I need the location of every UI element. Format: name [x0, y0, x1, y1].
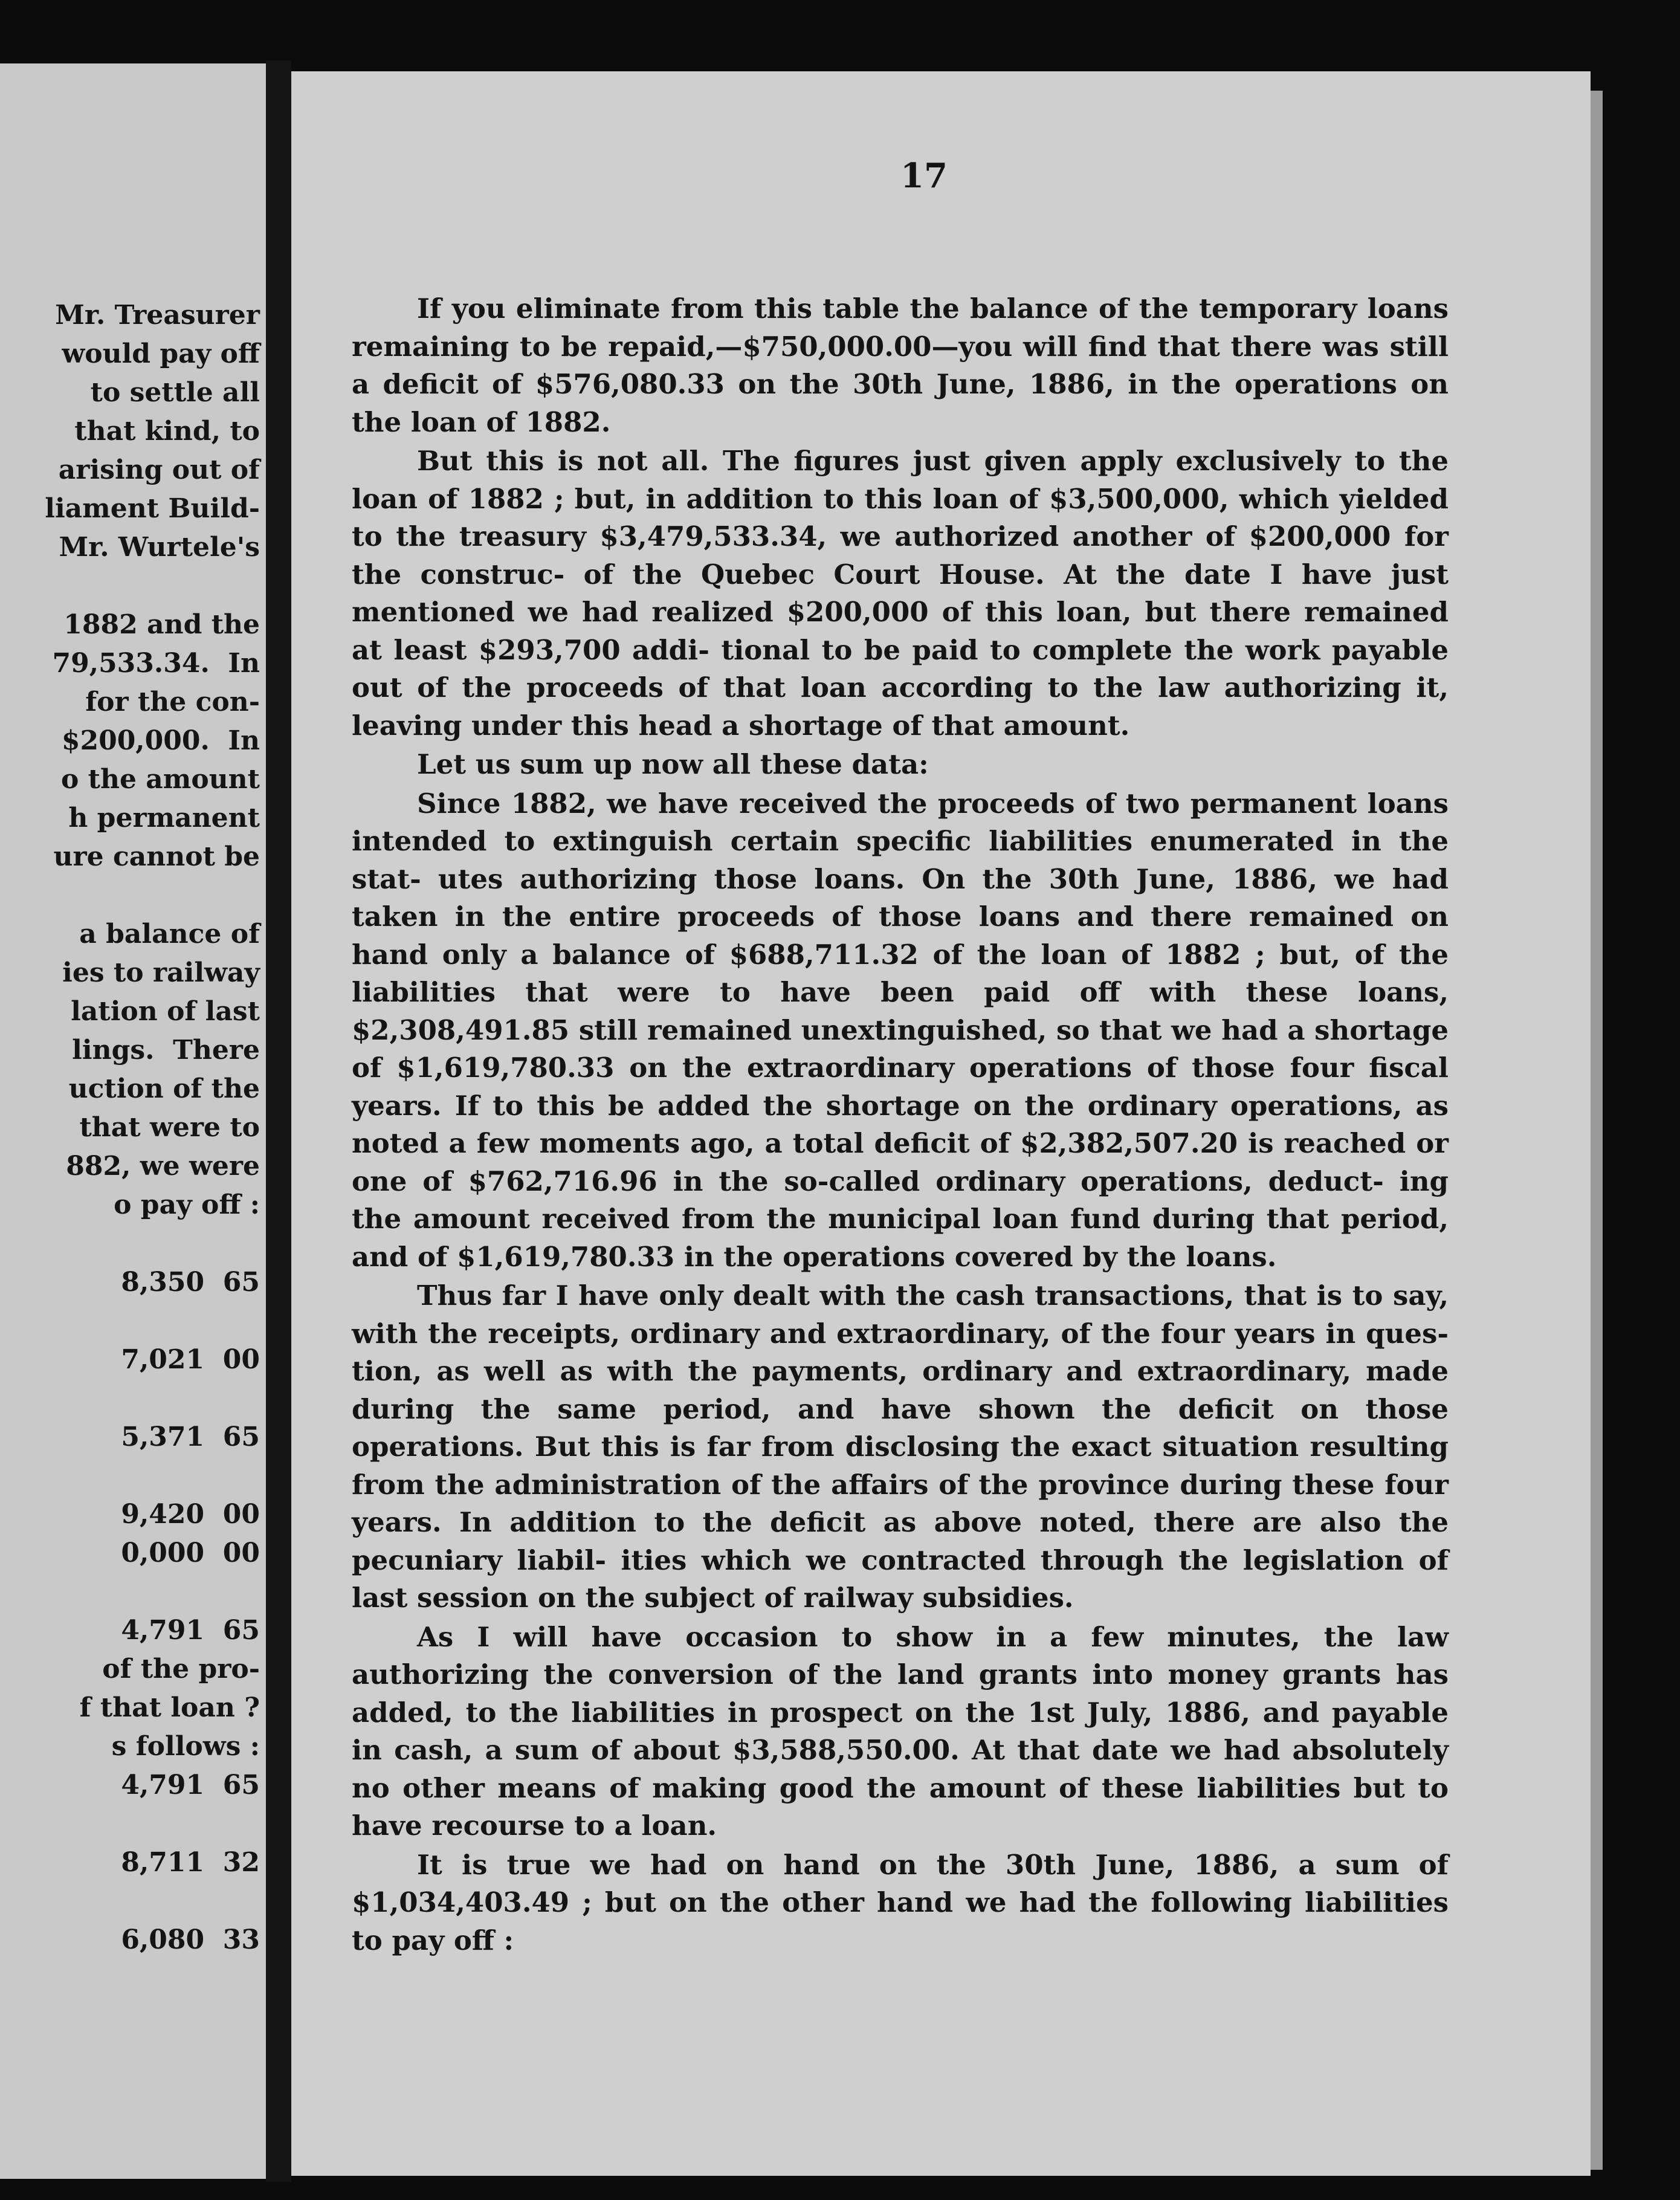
left-line: lings. There	[72, 1035, 260, 1066]
left-line: 8,350 65	[121, 1267, 260, 1298]
left-line: a balance of	[79, 919, 260, 950]
left-line	[0, 1882, 260, 1921]
left-line: h permanent	[68, 803, 260, 833]
left-line	[0, 1379, 260, 1418]
left-line: ies to railway	[62, 957, 260, 988]
left-line: f that loan ?	[79, 1692, 260, 1723]
left-line: Mr. Wurtele's	[59, 532, 260, 563]
paragraph: But this is not all. The figures just given apply exclusively to the loan of 1882 ; but, in addition to this loan of $3,500,000, which yielded to the treasury $3,479,533.34, we authorized another of $200,000 for the construc- of the Quebec Court House. At the date I have just mentioned we had realized $200,000 of this loan, but there remained at least $293,700 addi- tional to be paid to complete the work payable out of the proceeds of that loan according to the law authorizing it, leaving under this head a shortage of that amount.	[352, 445, 1449, 742]
left-line: of the pro-	[102, 1654, 260, 1684]
left-line: to settle all	[90, 377, 260, 408]
left-line	[0, 876, 260, 915]
paragraph: As I will have occasion to show in a few minutes, the law authorizing the conversion of the land grants into money grants has added, to the liabilities in prospect on the 1st July, 1886, and payable in cash, a sum of about $3,588,550.00. At that date we had absolutely no other means of making good the amount of these liabilities but to have recourse to a loan.	[352, 1620, 1449, 1842]
left-line: ure cannot be	[53, 841, 260, 872]
left-line: uction of the	[68, 1073, 260, 1104]
paragraph: It is true we had on hand on the 30th June, 1886, a sum of $1,034,403.49 ; but on the other hand we had the following liabilities to pay off :	[352, 1848, 1449, 1956]
left-line: liament Build-	[45, 493, 260, 524]
left-line	[0, 1225, 260, 1263]
left-line	[0, 1457, 260, 1495]
left-line: 882, we were	[66, 1151, 260, 1182]
left-line: Mr. Treasurer	[55, 300, 260, 331]
left-line: 7,021 00	[121, 1344, 260, 1375]
left-line: lation of last	[71, 996, 260, 1027]
left-line: 8,711 32	[121, 1847, 260, 1878]
left-line: 9,420 00	[121, 1499, 260, 1530]
left-line: 0,000 00	[121, 1538, 260, 1568]
book-gutter	[266, 60, 291, 2182]
left-line: $200,000. In	[61, 725, 260, 756]
page-edge	[1591, 91, 1603, 2170]
paragraph: Thus far I have only dealt with the cash transactions, that is to say, with the receipts, ordinary and extraordinary, of the four years in ques- tion, as well as with the payments, ordinary and extraordinary, made during the same period, and have shown the deficit on those operations. But this is far from disclosing the exact situation resulting from the administration of the affairs of the province during these four years. In addition to the deficit as above noted, there are also the pecuniary liabil- ities which we contracted through the legislation of last session on the subject of railway subsidies.	[352, 1280, 1449, 1614]
left-line	[0, 567, 260, 606]
left-line: 4,791 65	[121, 1615, 260, 1646]
paragraph: Since 1882, we have received the proceeds of two permanent loans intended to extinguish certain specific liabilities enumerated in the stat- utes authorizing those loans. On the 30th June, 1886, we had taken in the entire proceeds of those loans and there remained on hand only a balance of $688,711.32 of the loan of 1882 ; but, of the liabilities that were to have been paid off with these loans, $2,308,491.85 still remained unextinguished, so that we had a shortage of $1,619,780.33 on the extraordinary operations of those four fiscal years. If to this be added the shortage on the ordinary operations, as noted a few moments ago, a total deficit of $2,382,507.20 is reached or one of $762,716.96 in the so-called ordinary operations, deduct- ing the amount received from the municipal loan fund during that period, and of $1,619,780.33 in the operations covered by the loans.	[352, 787, 1449, 1273]
left-line: would pay off	[62, 338, 260, 369]
page-body	[352, 290, 1449, 1961]
left-line: o the amount	[60, 764, 260, 795]
paragraph: Let us sum up now all these data:	[417, 748, 929, 780]
page-number: 17	[900, 156, 948, 196]
left-line: arising out of	[58, 455, 260, 485]
left-line	[0, 1302, 260, 1341]
previous-page-fragment	[0, 63, 266, 2179]
paragraph: If you eliminate from this table the balance of the temporary loans remaining to be repaid,—$750,000.00—you will find that there was still a deficit of $576,080.33 on the 30th June, 1886, in the operations on the loan of 1882.	[352, 293, 1449, 438]
left-line: 6,080 33	[121, 1924, 260, 1955]
left-line: that were to	[79, 1112, 260, 1143]
left-line: s follows :	[111, 1731, 260, 1762]
left-line: 5,371 65	[121, 1422, 260, 1452]
left-line: that kind, to	[74, 416, 260, 447]
left-line: 1882 and the	[63, 609, 260, 640]
left-line: 79,533.34. In	[52, 648, 260, 679]
left-line: 4,791 65	[121, 1770, 260, 1800]
previous-page-text	[0, 296, 260, 1959]
left-line: o pay off :	[114, 1189, 260, 1220]
left-line	[0, 1805, 260, 1843]
left-line: for the con-	[85, 687, 260, 717]
left-line	[0, 1573, 260, 1611]
